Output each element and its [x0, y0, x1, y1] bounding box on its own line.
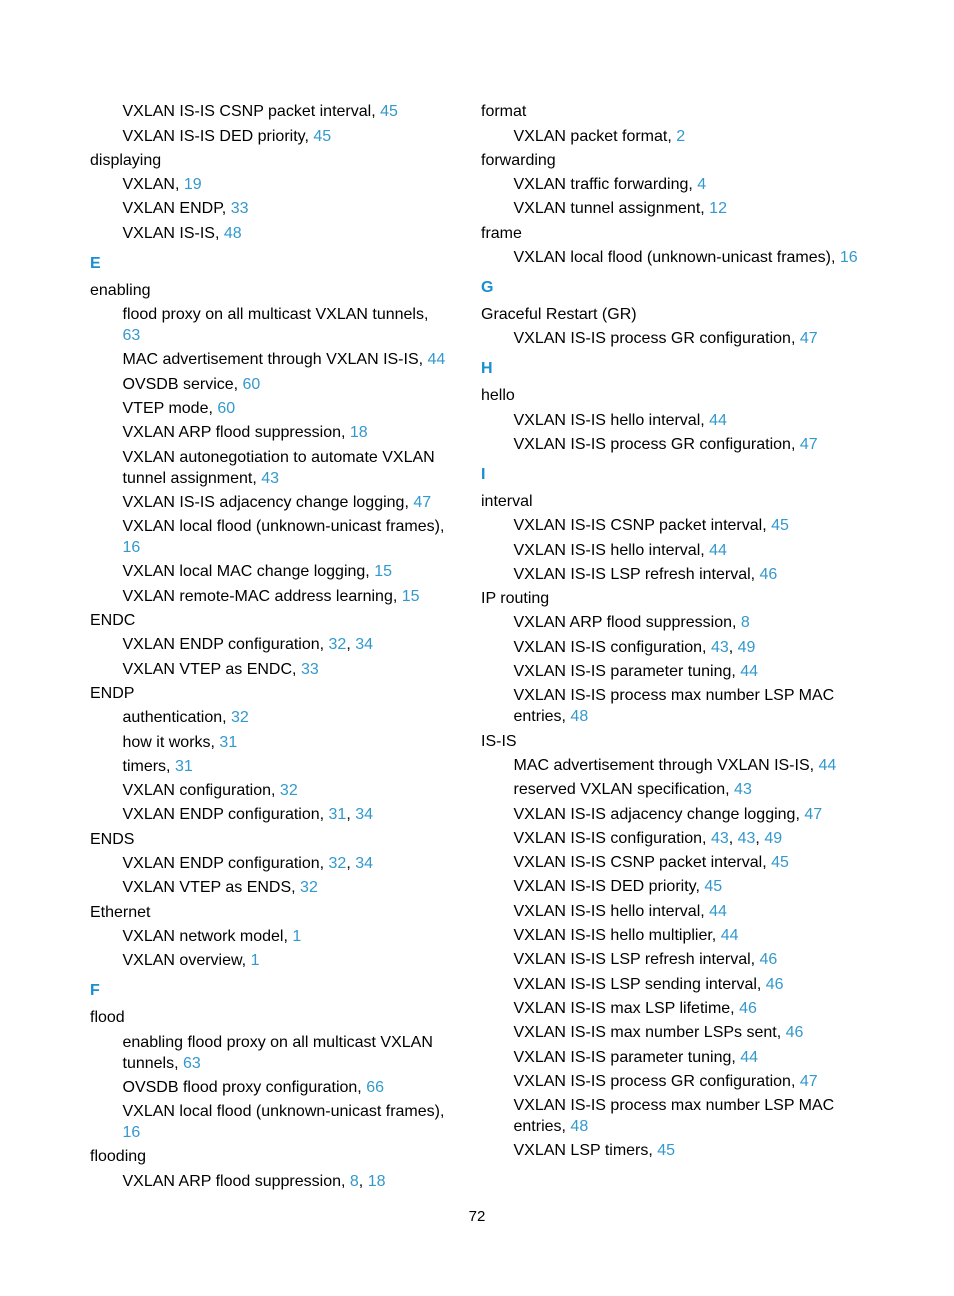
- index-subentry-text: VXLAN IS-IS parameter tuning,: [513, 663, 741, 681]
- index-subentry-text: VXLAN IS-IS configuration,: [513, 829, 711, 847]
- page-link[interactable]: 44: [709, 902, 727, 920]
- page-link[interactable]: 49: [737, 638, 756, 656]
- page-link[interactable]: 44: [709, 541, 727, 559]
- index-subentry: [90, 174, 450, 195]
- page-link[interactable]: 49: [764, 829, 783, 847]
- index-subentry: [481, 876, 861, 897]
- page-link[interactable]: 16: [122, 539, 141, 557]
- page-link[interactable]: 48: [223, 224, 242, 242]
- page-number: 72: [468, 1208, 486, 1225]
- index-subentry-text: VXLAN ENDP configuration,: [122, 636, 329, 654]
- index-subentry: [481, 949, 861, 970]
- index-subentry-text: VXLAN tunnel assignment,: [513, 200, 710, 218]
- page-link[interactable]: 32: [328, 636, 347, 654]
- index-term: frame: [481, 224, 522, 242]
- page-link[interactable]: 1: [292, 927, 302, 945]
- index-subentry: [90, 877, 450, 898]
- index-term: displaying: [90, 151, 162, 169]
- index-subentry-text: VXLAN ARP flood suppression,: [122, 424, 350, 442]
- page-separator: ,: [358, 1172, 368, 1190]
- page-link[interactable]: 32: [231, 709, 249, 727]
- index-subentry-text: enabling flood proxy on all multicast VXLAN tunnels,: [122, 1033, 433, 1072]
- page-link[interactable]: 32: [300, 879, 318, 897]
- index-subentry-text: VXLAN local flood (unknown-unicast frames),: [513, 249, 840, 267]
- page-link[interactable]: 63: [122, 327, 141, 345]
- index-subentry-text: how it works,: [122, 733, 220, 751]
- index-subentry: [481, 852, 861, 873]
- index-letter-heading: I: [481, 465, 486, 483]
- index-term: Ethernet: [90, 903, 151, 921]
- index-subentry: [481, 828, 861, 849]
- page-link[interactable]: 1: [250, 952, 260, 970]
- index-subentry-text: OVSDB flood proxy configuration,: [122, 1078, 367, 1096]
- index-subentry-text: VXLAN remote-MAC address learning,: [122, 587, 402, 605]
- index-column-left: [90, 98, 450, 1192]
- index-subentry: [481, 804, 861, 825]
- page-link[interactable]: 34: [355, 636, 374, 654]
- page-separator: ,: [728, 638, 738, 656]
- index-subentry-text: VXLAN IS-IS adjacency change logging,: [122, 493, 414, 511]
- index-subentry-text: VXLAN IS-IS,: [122, 224, 224, 242]
- index-subentry: [90, 1171, 450, 1192]
- index-subentry-text: VXLAN IS-IS configuration,: [513, 638, 711, 656]
- index-subentry-text: VXLAN IS-IS DED priority,: [513, 878, 705, 896]
- page-link[interactable]: 4: [697, 176, 707, 194]
- index-term: ENDC: [90, 612, 136, 630]
- index-subentry: [481, 974, 861, 995]
- page-link[interactable]: 47: [804, 805, 823, 823]
- page-link[interactable]: 33: [300, 660, 319, 678]
- page-separator: ,: [346, 636, 356, 654]
- index-subentry: [90, 198, 450, 219]
- index-subentry-text: VTEP mode,: [122, 399, 218, 417]
- index-subentry: [90, 659, 450, 680]
- index-subentry: [481, 755, 861, 776]
- index-subentry-text: timers,: [122, 757, 175, 775]
- page-link[interactable]: 46: [759, 951, 778, 969]
- index-term: Graceful Restart (GR): [481, 306, 637, 324]
- index-subentry-text: VXLAN configuration,: [122, 782, 280, 800]
- page-link[interactable]: 15: [401, 587, 420, 605]
- index-subentry: [90, 561, 450, 582]
- index-subentry: [481, 564, 861, 585]
- index-subentry: [90, 707, 450, 728]
- index-subentry-text: VXLAN IS-IS process max number LSP MAC entries,: [513, 687, 835, 726]
- index-subentry: [481, 174, 861, 195]
- index-subentry: [90, 1101, 450, 1143]
- index-subentry-text: VXLAN IS-IS process GR configuration,: [513, 330, 800, 348]
- index-subentry: [90, 422, 450, 443]
- page-link[interactable]: 47: [799, 435, 818, 453]
- page-link[interactable]: 43: [710, 638, 729, 656]
- index-subentry: [481, 247, 861, 268]
- index-subentry: [481, 637, 861, 658]
- page-link[interactable]: 47: [799, 330, 818, 348]
- page-link[interactable]: 32: [279, 782, 298, 800]
- page-link[interactable]: 60: [242, 375, 261, 393]
- page-link[interactable]: 45: [771, 854, 789, 872]
- index-subentry-text: VXLAN LSP timers,: [513, 1142, 658, 1160]
- index-subentry-text: VXLAN IS-IS max number LSPs sent,: [513, 1024, 786, 1042]
- page-link[interactable]: 60: [217, 399, 236, 417]
- page-link[interactable]: 47: [413, 493, 432, 511]
- index-subentry: [90, 950, 450, 971]
- index-subentry-text: VXLAN IS-IS process max number LSP MAC entries,: [513, 1097, 835, 1136]
- index-subentry: [90, 304, 450, 346]
- page-link[interactable]: 46: [739, 999, 757, 1017]
- page-link[interactable]: 2: [676, 127, 686, 145]
- index-subentry-text: VXLAN overview,: [122, 952, 251, 970]
- page-link[interactable]: 46: [765, 975, 784, 993]
- index-subentry-text: VXLAN VTEP as ENDC,: [122, 660, 301, 678]
- page-link[interactable]: 48: [570, 708, 589, 726]
- index-subentry-text: VXLAN ENDP configuration,: [122, 806, 329, 824]
- index-subentry: [481, 1140, 861, 1161]
- index-subentry: [481, 328, 861, 349]
- page-link[interactable]: 32: [328, 855, 347, 873]
- index-term: forwarding: [481, 151, 556, 169]
- index-subentry-text: MAC advertisement through VXLAN IS-IS,: [513, 756, 819, 774]
- index-subentry-text: VXLAN IS-IS process GR configuration,: [513, 1072, 800, 1090]
- index-subentry: [481, 540, 861, 561]
- index-term: format: [481, 103, 527, 121]
- page-link[interactable]: 66: [366, 1078, 384, 1096]
- index-subentry: [90, 447, 450, 489]
- index-subentry-text: VXLAN packet format,: [513, 127, 677, 145]
- index-subentry: [90, 586, 450, 607]
- page-link[interactable]: 47: [799, 1072, 818, 1090]
- page-link[interactable]: 19: [183, 176, 202, 194]
- index-subentry-text: flood proxy on all multicast VXLAN tunnels,: [122, 306, 429, 324]
- index-subentry: [90, 853, 450, 874]
- index-subentry-text: VXLAN IS-IS process GR configuration,: [513, 435, 800, 453]
- index-subentry: [481, 1071, 861, 1092]
- index-letter-heading: H: [481, 360, 493, 378]
- index-subentry: [90, 1077, 450, 1098]
- page-link[interactable]: 46: [785, 1024, 804, 1042]
- index-subentry: [481, 685, 861, 727]
- page-link[interactable]: 8: [349, 1172, 359, 1190]
- page-separator: ,: [346, 855, 356, 873]
- index-subentry: [481, 1047, 861, 1068]
- page-link[interactable]: 8: [740, 614, 750, 632]
- page-link[interactable]: 63: [182, 1054, 201, 1072]
- page-link[interactable]: 43: [737, 829, 756, 847]
- index-subentry: [481, 198, 861, 219]
- page-link[interactable]: 12: [709, 200, 727, 218]
- page-link[interactable]: 43: [710, 829, 729, 847]
- page-link[interactable]: 44: [740, 1048, 759, 1066]
- index-term: IP routing: [481, 590, 550, 608]
- index-subentry: [90, 126, 450, 147]
- index-subentry: [90, 926, 450, 947]
- page-link[interactable]: 48: [570, 1118, 589, 1136]
- index-subentry-text: VXLAN IS-IS hello interval,: [513, 902, 710, 920]
- index-subentry-text: VXLAN ARP flood suppression,: [122, 1172, 350, 1190]
- page-separator: ,: [346, 806, 356, 824]
- index-subentry-text: OVSDB service,: [122, 375, 243, 393]
- page-link[interactable]: 43: [261, 469, 280, 487]
- index-subentry: [481, 1022, 861, 1043]
- index-subentry: [481, 779, 861, 800]
- index-subentry-text: VXLAN ARP flood suppression,: [513, 614, 741, 632]
- index-letter-heading: G: [481, 279, 494, 297]
- page-link[interactable]: 16: [122, 1124, 141, 1142]
- page-link[interactable]: 31: [174, 757, 193, 775]
- index-subentry-text: VXLAN IS-IS hello interval,: [513, 541, 710, 559]
- page-link[interactable]: 44: [427, 351, 446, 369]
- index-subentry-text: VXLAN ENDP,: [122, 200, 231, 218]
- index-letter-heading: E: [90, 254, 101, 272]
- page-link[interactable]: 31: [328, 806, 347, 824]
- page-link[interactable]: 31: [219, 733, 238, 751]
- index-subentry-text: VXLAN IS-IS adjacency change logging,: [513, 805, 805, 823]
- index-subentry-text: VXLAN local flood (unknown-unicast frames),: [122, 518, 445, 536]
- index-term: hello: [481, 387, 515, 405]
- page-link[interactable]: 44: [709, 411, 727, 429]
- index-subentry: [481, 515, 861, 536]
- index-subentry-text: VXLAN network model,: [122, 927, 293, 945]
- page-separator: ,: [728, 829, 738, 847]
- page-link[interactable]: 45: [771, 517, 789, 535]
- index-subentry-text: VXLAN,: [122, 176, 184, 194]
- index-subentry-text: MAC advertisement through VXLAN IS-IS,: [122, 351, 428, 369]
- index-letter-heading: F: [90, 982, 100, 1000]
- index-subentry-text: VXLAN local flood (unknown-unicast frames),: [122, 1103, 445, 1121]
- index-subentry: [90, 1032, 450, 1074]
- index-subentry: [90, 634, 450, 655]
- index-term: ENDS: [90, 830, 135, 848]
- index-subentry-text: reserved VXLAN specification,: [513, 781, 735, 799]
- index-subentry: [90, 374, 450, 395]
- index-subentry: [90, 398, 450, 419]
- index-subentry: [481, 434, 861, 455]
- index-subentry-text: VXLAN ENDP configuration,: [122, 855, 329, 873]
- page-link[interactable]: 33: [230, 200, 249, 218]
- index-subentry-text: VXLAN IS-IS CSNP packet interval,: [122, 103, 381, 121]
- index-term: interval: [481, 492, 533, 510]
- index-subentry-text: VXLAN autonegotiation to automate VXLAN tunnel assignment,: [122, 448, 435, 487]
- index-subentry: [90, 732, 450, 753]
- index-subentry: [90, 349, 450, 370]
- page-link[interactable]: 44: [720, 927, 739, 945]
- index-term: ENDP: [90, 684, 135, 702]
- index-subentry-text: VXLAN IS-IS DED priority,: [122, 127, 314, 145]
- index-subentry-text: VXLAN IS-IS LSP refresh interval,: [513, 951, 760, 969]
- index-subentry: [481, 1095, 861, 1137]
- index-term: IS-IS: [481, 732, 517, 750]
- page-link[interactable]: 18: [349, 424, 368, 442]
- index-subentry-text: VXLAN IS-IS LSP sending interval,: [513, 975, 766, 993]
- index-subentry: [90, 804, 450, 825]
- index-column-right: [481, 98, 861, 1161]
- index-subentry: [481, 661, 861, 682]
- index-subentry: [481, 998, 861, 1019]
- index-subentry-text: VXLAN IS-IS CSNP packet interval,: [513, 517, 772, 535]
- index-subentry: [90, 492, 450, 513]
- page-link[interactable]: 34: [355, 855, 374, 873]
- index-subentry-text: authentication,: [122, 709, 232, 727]
- index-subentry: [90, 516, 450, 558]
- index-subentry: [90, 756, 450, 777]
- index-subentry-text: VXLAN IS-IS LSP refresh interval,: [513, 565, 760, 583]
- page-link[interactable]: 18: [367, 1172, 386, 1190]
- index-subentry: [90, 780, 450, 801]
- page-link[interactable]: 45: [380, 103, 398, 121]
- page-link[interactable]: 45: [313, 127, 332, 145]
- page-link[interactable]: 44: [818, 756, 837, 774]
- index-subentry-text: VXLAN local MAC change logging,: [122, 563, 375, 581]
- index-subentry: [90, 223, 450, 244]
- page-link[interactable]: 45: [657, 1142, 676, 1160]
- index-subentry-text: VXLAN VTEP as ENDS,: [122, 879, 301, 897]
- page-link[interactable]: 15: [374, 563, 392, 581]
- index-subentry: [481, 901, 861, 922]
- index-term: enabling: [90, 281, 151, 299]
- page-link[interactable]: 34: [355, 806, 374, 824]
- index-subentry: [481, 126, 861, 147]
- index-subentry: [481, 410, 861, 431]
- page-link[interactable]: 45: [704, 878, 723, 896]
- page-separator: ,: [755, 829, 765, 847]
- index-subentry-text: VXLAN traffic forwarding,: [513, 176, 698, 194]
- page-link[interactable]: 46: [759, 565, 778, 583]
- index-subentry-text: VXLAN IS-IS hello multiplier,: [513, 927, 721, 945]
- page-link[interactable]: 16: [839, 249, 858, 267]
- index-subentry-text: VXLAN IS-IS CSNP packet interval,: [513, 854, 772, 872]
- index-term: flood: [90, 1009, 125, 1027]
- index-subentry-text: VXLAN IS-IS hello interval,: [513, 411, 710, 429]
- page-link[interactable]: 44: [740, 663, 759, 681]
- index-term: flooding: [90, 1148, 147, 1166]
- index-subentry-text: VXLAN IS-IS max LSP lifetime,: [513, 999, 740, 1017]
- index-subentry-text: VXLAN IS-IS parameter tuning,: [513, 1048, 741, 1066]
- index-subentry: [90, 101, 450, 122]
- page-link[interactable]: 43: [734, 781, 752, 799]
- index-subentry: [481, 925, 861, 946]
- index-subentry: [481, 612, 861, 633]
